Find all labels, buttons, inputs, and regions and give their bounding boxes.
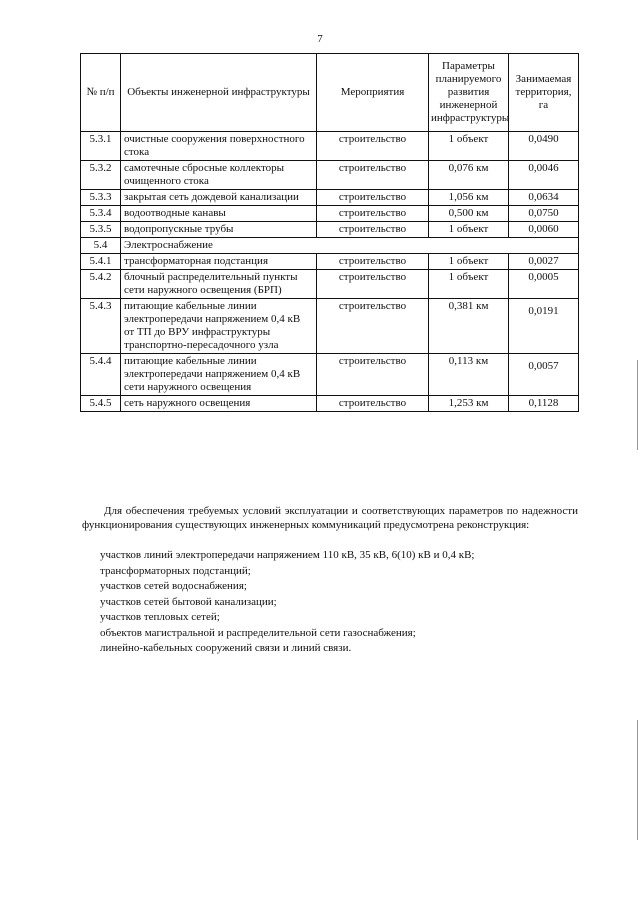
row-area: 0,0057	[509, 354, 579, 396]
reconstruction-list	[100, 548, 474, 657]
row-num: 5.4.1	[81, 254, 121, 270]
row-area: 0,0027	[509, 254, 579, 270]
infrastructure-table	[80, 53, 579, 412]
header-action: Мероприятия	[317, 54, 429, 132]
table-row	[81, 206, 579, 222]
table-row	[81, 299, 579, 354]
row-object: сеть наружного освещения	[121, 396, 317, 412]
row-object: питающие кабельные линии электропередачи напряжением 0,4 кВ от ТП до ВРУ инфраструктуры транспортно-пересадочного узла	[121, 299, 317, 354]
row-object: водопропускные трубы	[121, 222, 317, 238]
row-num: 5.3.1	[81, 132, 121, 161]
row-action: строительство	[317, 299, 429, 354]
row-params: 1 объект	[429, 222, 509, 238]
row-params: 1 объект	[429, 270, 509, 299]
row-num: 5.3.3	[81, 190, 121, 206]
table-row	[81, 270, 579, 299]
row-params: 1,253 км	[429, 396, 509, 412]
table-row	[81, 354, 579, 396]
scan-edge-mark	[637, 360, 638, 450]
row-action: строительство	[317, 161, 429, 190]
row-num: 5.3.5	[81, 222, 121, 238]
row-params: 1 объект	[429, 254, 509, 270]
table-section-row	[81, 238, 579, 254]
table-row	[81, 254, 579, 270]
row-action: строительство	[317, 270, 429, 299]
list-item: участков сетей водоснабжения;	[100, 580, 247, 592]
table-row	[81, 190, 579, 206]
row-params: 0,381 км	[429, 299, 509, 354]
table-row	[81, 222, 579, 238]
row-area: 0,0634	[509, 190, 579, 206]
row-params: 0,076 км	[429, 161, 509, 190]
row-action: строительство	[317, 396, 429, 412]
section-title: Электроснабжение	[121, 238, 579, 254]
table-header-row	[81, 54, 579, 132]
row-num: 5.4.2	[81, 270, 121, 299]
row-object: трансформаторная подстанция	[121, 254, 317, 270]
header-params: Параметры планируемого развития инженерной инфраструктуры	[429, 54, 509, 132]
list-item: объектов магистральной и распределительной сети газоснабжения;	[100, 626, 416, 639]
row-params: 1,056 км	[429, 190, 509, 206]
row-object: самотечные сбросные коллекторы очищенного стока	[121, 161, 317, 190]
row-action: строительство	[317, 190, 429, 206]
row-params: 0,500 км	[429, 206, 509, 222]
row-area: 0,1128	[509, 396, 579, 412]
list-item: линейно-кабельных сооружений связи и линий связи.	[100, 642, 352, 654]
row-area: 0,0046	[509, 161, 579, 190]
row-num: 5.4.3	[81, 299, 121, 354]
row-action: строительство	[317, 354, 429, 396]
row-object: блочный распределительный пункты сети наружного освещения (БРП)	[121, 270, 317, 299]
row-area: 0,0060	[509, 222, 579, 238]
row-action: строительство	[317, 132, 429, 161]
row-num: 5.3.4	[81, 206, 121, 222]
section-num: 5.4	[81, 238, 121, 254]
row-area: 0,0750	[509, 206, 579, 222]
row-params: 1 объект	[429, 132, 509, 161]
row-object: очистные сооружения поверхностного стока	[121, 132, 317, 161]
row-action: строительство	[317, 254, 429, 270]
row-object: питающие кабельные линии электропередачи напряжением 0,4 кВ сети наружного освещения	[121, 354, 317, 396]
scan-edge-mark	[637, 720, 638, 840]
header-area: Занимаемая территория, га	[509, 54, 579, 132]
reconstruction-paragraph: Для обеспечения требуемых условий эксплуатации и соответствующих параметров по надежности функционирования существующих инженерных коммуникаций предусмотрена реконструкция:	[82, 505, 578, 531]
table-row	[81, 132, 579, 161]
row-object: закрытая сеть дождевой канализации	[121, 190, 317, 206]
header-object: Объекты инженерной инфраструктуры	[121, 54, 317, 132]
row-num: 5.4.5	[81, 396, 121, 412]
list-item: участков тепловых сетей;	[100, 611, 220, 623]
page-number: 7	[317, 33, 323, 45]
row-area: 0,0490	[509, 132, 579, 161]
list-item: участков сетей бытовой канализации;	[100, 595, 277, 608]
list-item: участков линий электропередачи напряжением 110 кВ, 35 кВ, 6(10) кВ и 0,4 кВ;	[100, 549, 475, 561]
row-num: 5.3.2	[81, 161, 121, 190]
row-area: 0,0191	[509, 299, 579, 354]
row-num: 5.4.4	[81, 354, 121, 396]
row-action: строительство	[317, 222, 429, 238]
row-object: водоотводные канавы	[121, 206, 317, 222]
table-row	[81, 396, 579, 412]
row-action: строительство	[317, 206, 429, 222]
list-item: трансформаторных подстанций;	[100, 564, 251, 577]
table-row	[81, 161, 579, 190]
row-area: 0,0005	[509, 270, 579, 299]
row-params: 0,113 км	[429, 354, 509, 396]
header-num: № п/п	[81, 54, 121, 132]
